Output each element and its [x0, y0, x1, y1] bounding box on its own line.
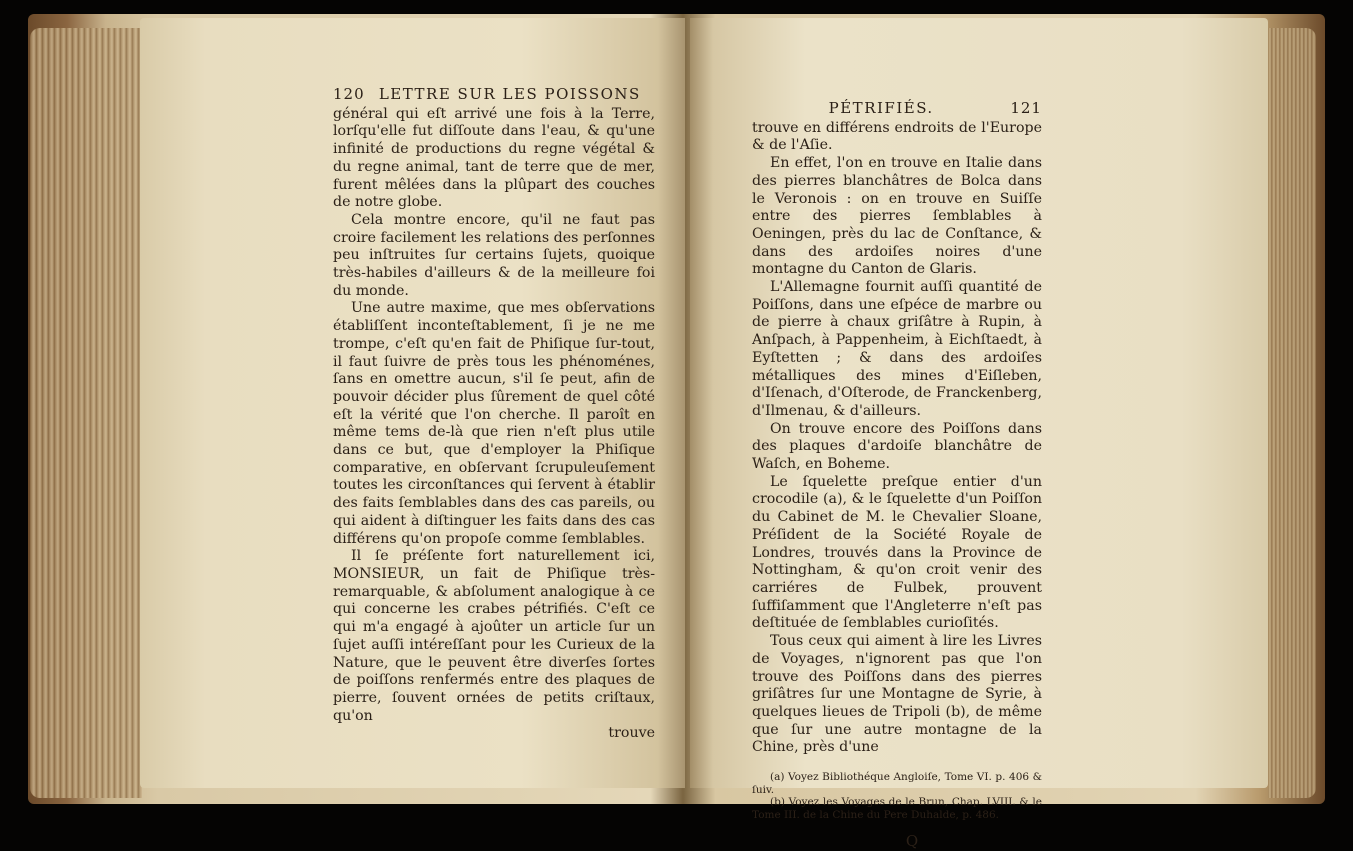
paragraph: On trouve encore des Poiſſons dans des plaques d'ardoiſe blanchâtre de Waſch, en Boheme.	[752, 420, 1042, 473]
left-page-text	[333, 86, 655, 743]
left-page-header	[333, 86, 655, 104]
catchword: trouve	[608, 725, 655, 742]
footnote: (b) Voyez les Voyages de le Brun, Chap. LVIII. & le Tome III. de la Chine du Pere Duhalde, p. 486.	[752, 796, 1042, 821]
signature-mark: Q	[905, 832, 919, 851]
page-number: 121	[1010, 99, 1042, 117]
paragraph: Il ſe préſente fort naturellement ici, MONSIEUR, un fait de Phiſique très-remarquable, & abſolument analogique à ce qui concerne les crabes pétrifiés. C'eſt ce qui m'a engagé à ajoûter un article ſur un ſujet auſſi intéreſſant pour les Curieux de la Nature, que le peuvent être diverſes ſortes de poiſſons renfermés entre des plaques de pierre, ſouvent ornées de petits criſtaux, qu'on	[333, 548, 655, 724]
paragraph: général qui eſt arrivé une fois à la Terre, lorſqu'elle fut diſſoute dans l'eau, & qu'une infinité de productions du regne végétal & du regne animal, tant de terre que de mer, furent mêlées dans la plûpart des couches de notre globe.	[333, 105, 655, 211]
page-number: 120	[333, 85, 365, 103]
paragraph: trouve en différens endroits de l'Europe & de l'Aſie.	[752, 119, 1042, 154]
page-edges-right	[1268, 28, 1316, 798]
paragraph: L'Allemagne fournit auſſi quantité de Poiſſons, dans une eſpéce de marbre ou de pierre à chaux griſâtre à Rupin, à Anſpach, à Pappenheim, à Eichſtaedt, à Eyſtetten ; & dans des ardoiſes métalliques des mines d'Eiſleben, d'Iſenach, d'Oſterode, de Franckenberg, d'Ilmenau, & d'ailleurs.	[752, 279, 1042, 419]
paragraph: Une autre maxime, que mes obſervations établiſſent inconteſtablement, ſi je ne me trompe, c'eſt qu'en fait de Phiſique ſur-tout, il faut ſuivre de près tous les phénoménes, ſans en omettre aucun, s'il ſe peut, afin de pouvoir décider plus ſûrement de quel côté eſt la vérité que l'on cherche. Il paroît en même tems de-là que rien n'eſt plus utile dans ce but, que d'employer la Phiſique comparative, en obſervant ſcrupuleuſement toutes les circonſtances qui ſervent à établir des faits ſemblables dans des cas pareils, ou qui aident à diſtinguer les faits dans des cas différens qu'on propoſe comme ſemblables.	[333, 300, 655, 547]
footnote: (a) Voyez Bibliothéque Angloiſe, Tome VI. p. 406 & ſuiv.	[752, 771, 1042, 796]
paragraph: Cela montre encore, qu'il ne faut pas croire facilement les relations des perſonnes peu inſtruites ſur certains ſujets, quoique très-habiles d'ailleurs & de la meilleure foi du monde.	[333, 211, 655, 299]
footnotes	[752, 771, 1042, 821]
paragraph: Le ſquelette preſque entier d'un crocodile (a), & le ſquelette d'un Poiſſon du Cabinet de M. le Chevalier Sloane, Préſident de la Société Royale de Londres, trouvés dans la Province de Nottingham, & qu'on croit venir des carriéres de Fulbek, prouvent ſuffiſamment que l'Angleterre n'eſt pas deſtituée de ſemblables curioſités.	[752, 473, 1042, 632]
paragraph: Tous ceux qui aiment à lire les Livres de Voyages, n'ignorent pas que l'on trouve des Poiſſons dans des pierres griſâtres ſur une Montagne de Syrie, à quelques lieues de Tripoli (b), de même que ſur une autre montagne de la Chine, près d'une	[752, 633, 1042, 756]
paragraph: En effet, l'on en trouve en Italie dans des pierres blanchâtres de Bolca dans le Veronois : on en trouve en Suiſſe entre des pierres ſemblables à Oeningen, près du lac de Conſtance, & dans des ardoiſes noires d'une montagne du Canton de Glaris.	[752, 155, 1042, 278]
right-page-header	[752, 100, 1042, 118]
page-edges-left	[30, 28, 142, 798]
running-head: PÉTRIFIÉS.	[828, 99, 934, 117]
right-page-text	[752, 100, 1042, 851]
running-head: LETTRE SUR LES POISSONS	[378, 85, 641, 103]
